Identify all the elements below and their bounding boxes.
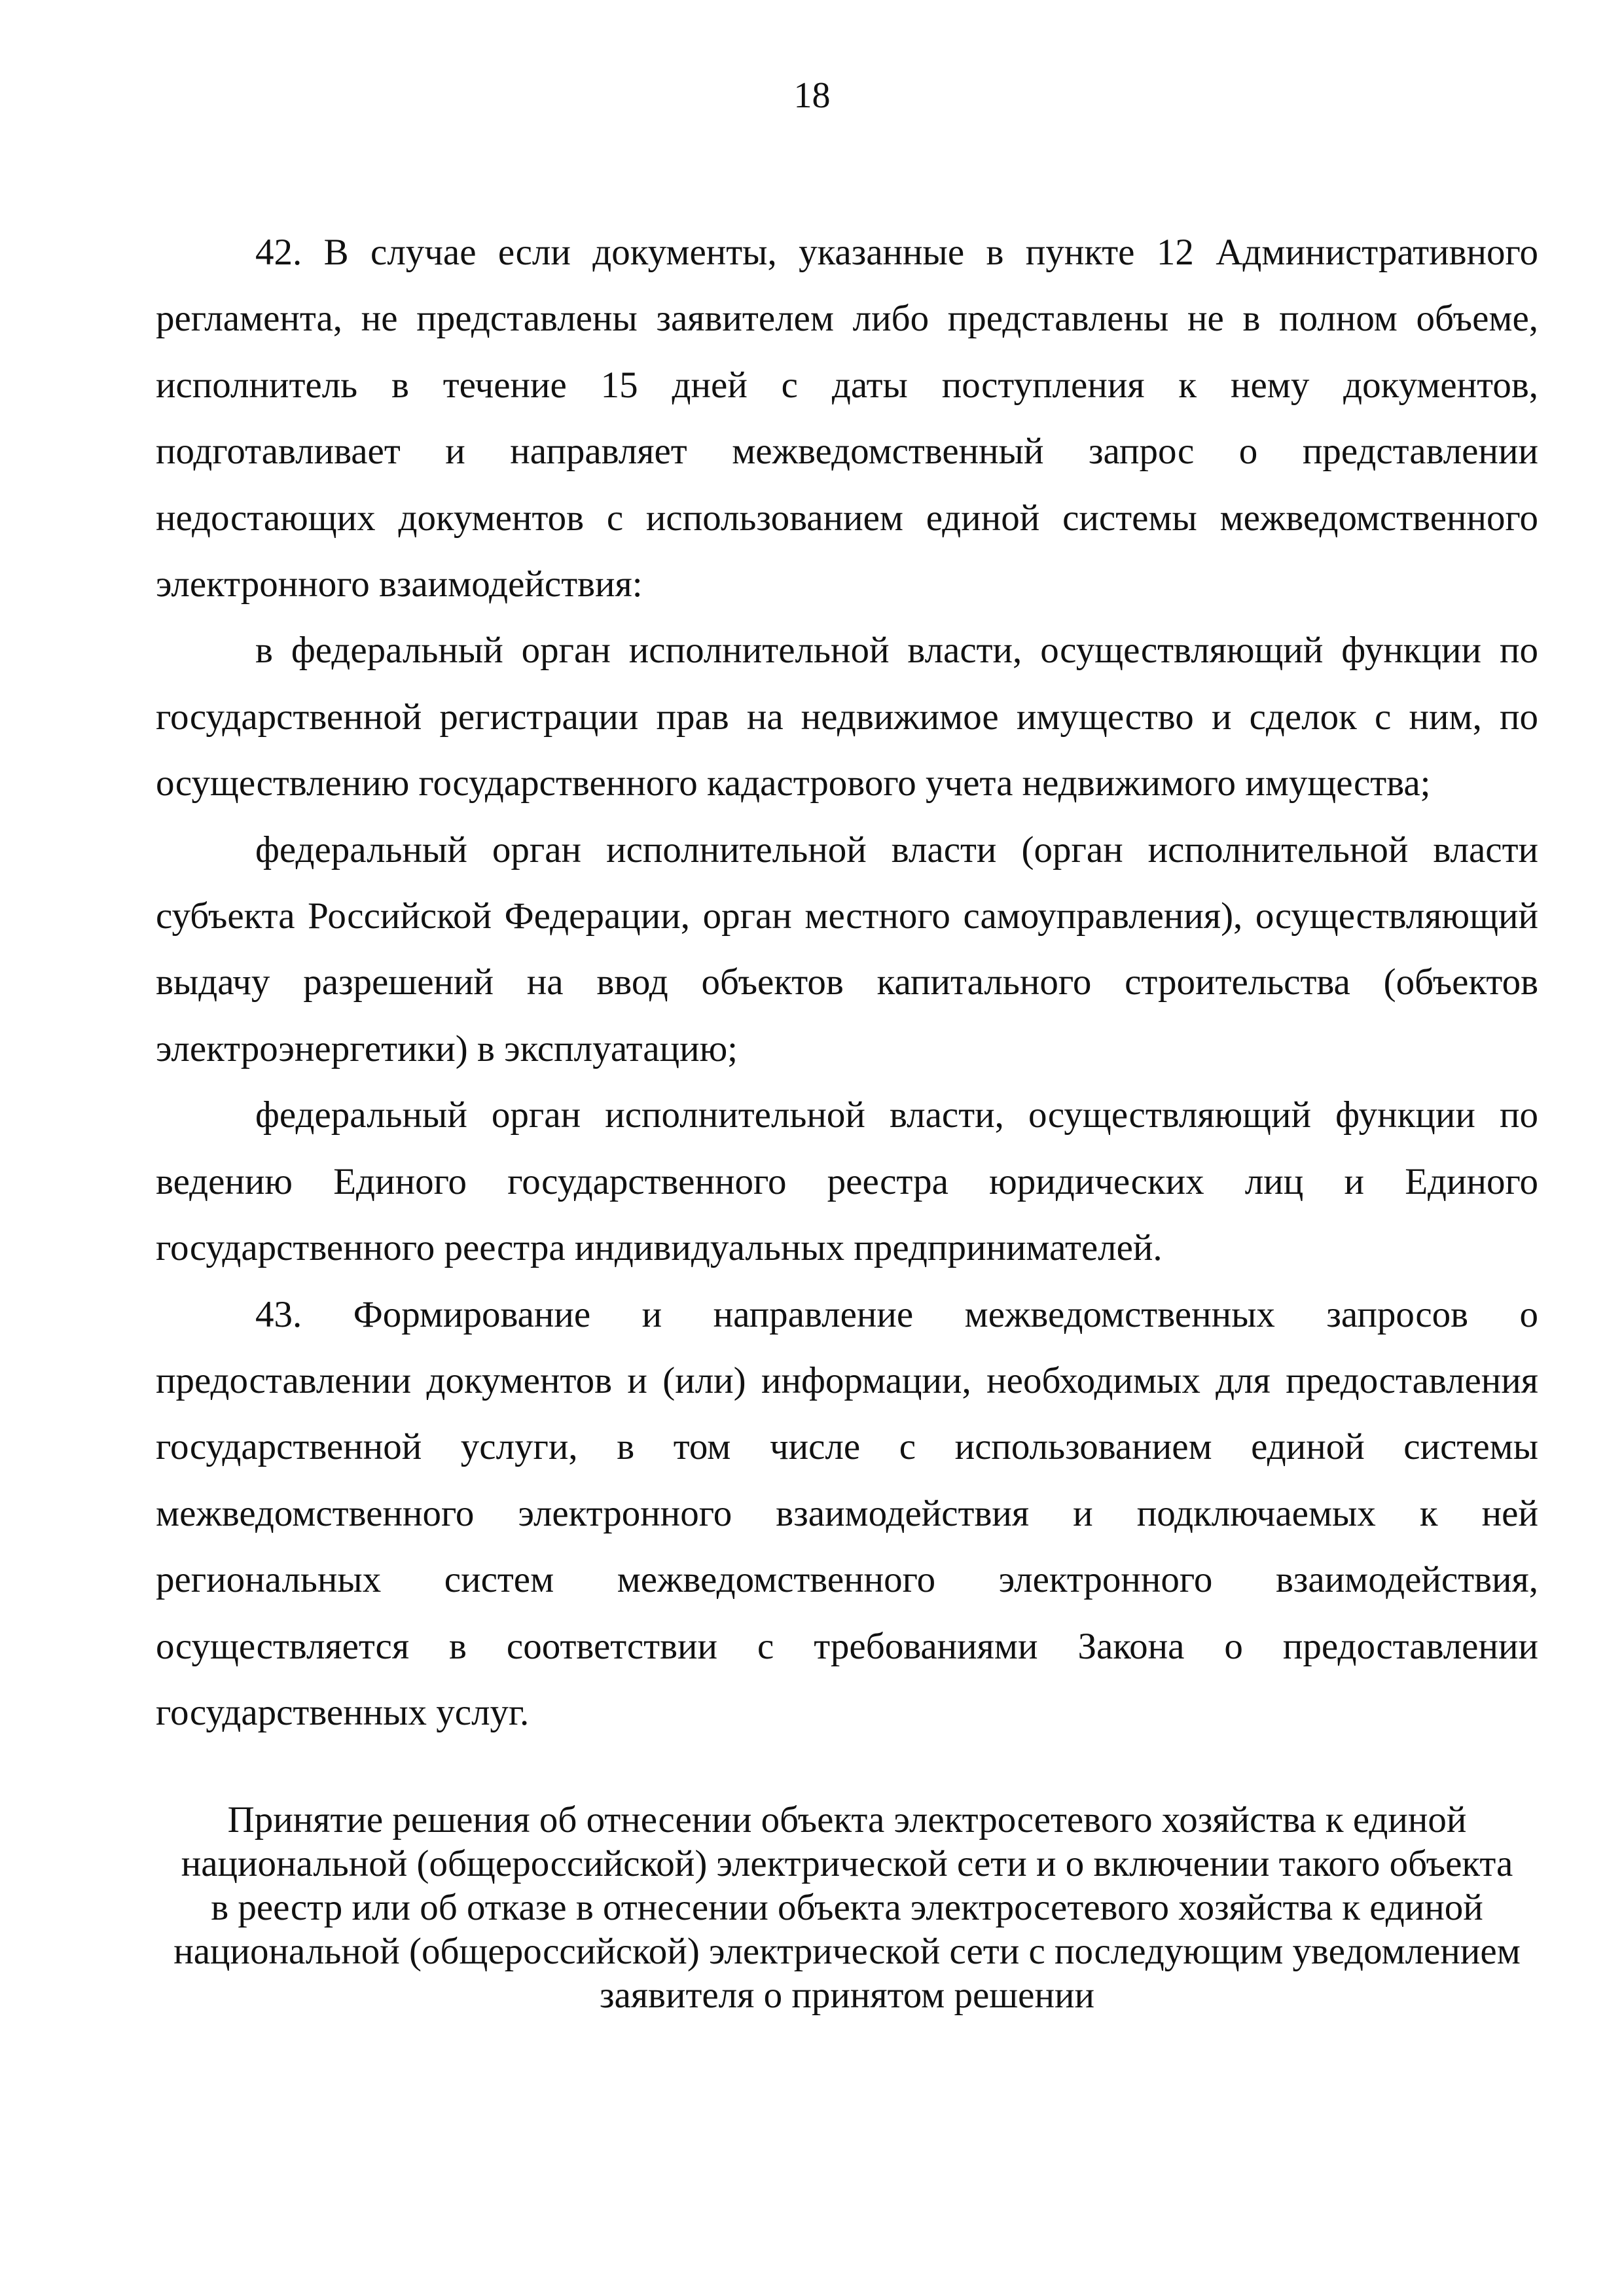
section-heading-line: национальной (общероссийской) электрической сети с последующим уведомлением bbox=[173, 1931, 1521, 1972]
paragraph-permits-item: федеральный орган исполнительной власти (орган исполнительной власти субъекта Российской Федерации, орган местного самоуправления), осуществляющий выдачу разрешений на ввод объектов капитального строительства (объектов электроэнергетики) в эксплуатацию; bbox=[156, 829, 1538, 1069]
paragraph-42: 42. В случае если документы, указанные в пункте 12 Административного регламента, не представлены заявителем либо представлены не в полном объеме, исполнитель в течение 15 дней с даты поступления к нему документов, подготавливает и направляет межведомственный запрос о представлении недостающих документов с использованием единой системы межведомственного электронного взаимодействия: bbox=[156, 232, 1538, 605]
page-number: 18 bbox=[793, 75, 831, 116]
section-heading-line: национальной (общероссийской) электрической сети и о включении такого объекта bbox=[181, 1843, 1513, 1884]
section-heading-line: Принятие решения об отнесении объекта электросетевого хозяйства к единой bbox=[227, 1799, 1467, 1840]
paragraph-registry-item: федеральный орган исполнительной власти, осуществляющий функции по ведению Единого государственного реестра юридических лиц и Единого государственного реестра индивидуальных предпринимателей. bbox=[156, 1094, 1538, 1269]
section-heading-line: в реестр или об отказе в отнесении объекта электросетевого хозяйства к единой bbox=[211, 1887, 1483, 1928]
paragraph-rosreestr-item: в федеральный орган исполнительной власти, осуществляющий функции по государственной регистрации прав на недвижимое имущество и сделок с ним, по осуществлению государственного кадастрового учета недвижимого имущества; bbox=[156, 630, 1538, 804]
section-heading bbox=[156, 1798, 1538, 2017]
section-heading-line: заявителя о принятом решении bbox=[600, 1975, 1094, 2016]
paragraph-43: 43. Формирование и направление межведомственных запросов о предоставлении документов и (или) информации, необходимых для предоставления государственной услуги, в том числе с использованием единой системы межведомственного электронного взаимодействия и подключаемых к ней региональных систем межведомственного электронного взаимодействия, осуществляется в соответствии с требованиями Закона о предоставлении государственных услуг. bbox=[156, 1293, 1538, 1733]
document-body bbox=[156, 219, 1538, 1746]
